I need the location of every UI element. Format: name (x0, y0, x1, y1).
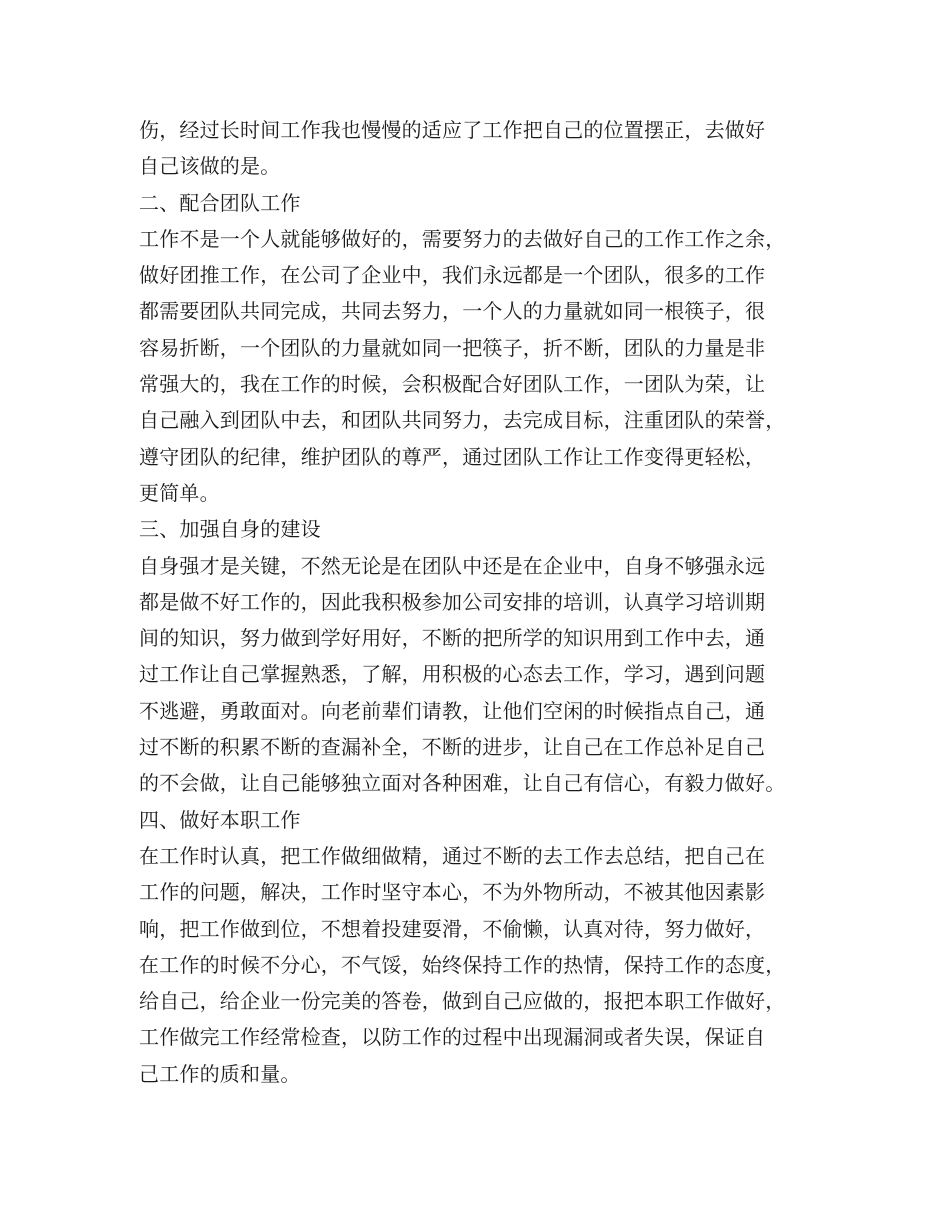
text-line: 在工作的时候不分心，不气馁，始终保持工作的热情，保持工作的态度， (139, 952, 786, 977)
section-heading: 三、加强自身的建设 (139, 517, 321, 542)
text-line: 伤，经过长时间工作我也慢慢的适应了工作把自己的位置摆正，去做好 (139, 118, 766, 142)
text-line: 过工作让自己掌握熟悉，了解，用积极的心态去工作，学习，遇到问题 (139, 662, 766, 687)
text-line: 自己该做的是。 (139, 154, 281, 179)
text-line: 自己融入到团队中去，和团队共同努力，去完成目标，注重团队的荣誉， (139, 408, 786, 433)
text-line: 容易折断，一个团队的力量就如同一把筷子，折不断，团队的力量是非 (139, 335, 766, 360)
text-line: 响，把工作做到位，不想着投建耍滑，不偷懒，认真对待，努力做好， (139, 916, 766, 941)
text-line: 过不断的积累不断的查漏补全，不断的进步，让自己在工作总补足自己 (139, 735, 766, 760)
text-line: 都需要团队共同完成，共同去努力，一个人的力量就如同一根筷子，很 (139, 299, 766, 324)
text-line: 间的知识，努力做到学好用好，不断的把所学的知识用到工作中去，通 (139, 626, 766, 651)
text-line: 工作做完工作经常检查，以防工作的过程中出现漏洞或者失误，保证自 (139, 1025, 766, 1050)
text-line: 己工作的质和量。 (139, 1061, 301, 1086)
text-line: 不逃避，勇敢面对。向老前辈们请教，让他们空闲的时候指点自己，通 (139, 698, 766, 723)
text-line: 工作不是一个人就能够做好的，需要努力的去做好自己的工作工作之余， (139, 226, 786, 251)
section-heading: 四、做好本职工作 (139, 807, 301, 832)
document-body (139, 112, 839, 1092)
text-line: 做好团推工作，在公司了企业中，我们永远都是一个团队，很多的工作 (139, 263, 766, 288)
text-line: 常强大的，我在工作的时候，会积极配合好团队工作，一团队为荣，让 (139, 372, 766, 397)
text-line: 工作的问题，解决，工作时坚守本心，不为外物所动，不被其他因素影 (139, 880, 766, 905)
text-line: 更简单。 (139, 480, 220, 505)
text-line: 都是做不好工作的，因此我积极参加公司安排的培训，认真学习培训期 (139, 589, 766, 614)
text-line: 在工作时认真，把工作做细做精，通过不断的去工作去总结，把自己在 (139, 843, 766, 868)
text-line: 给自己，给企业一份完美的答卷，做到自己应做的，报把本职工作做好， (139, 989, 786, 1014)
text-line: 的不会做，让自己能够独立面对各种困难，让自己有信心，有毅力做好。 (139, 771, 786, 796)
text-line: 自身强才是关键，不然无论是在团队中还是在企业中，自身不够强永远 (139, 553, 766, 578)
text-line: 遵守团队的纪律，维护团队的尊严，通过团队工作让工作变得更轻松， (139, 444, 766, 469)
section-heading: 二、配合团队工作 (139, 190, 301, 215)
